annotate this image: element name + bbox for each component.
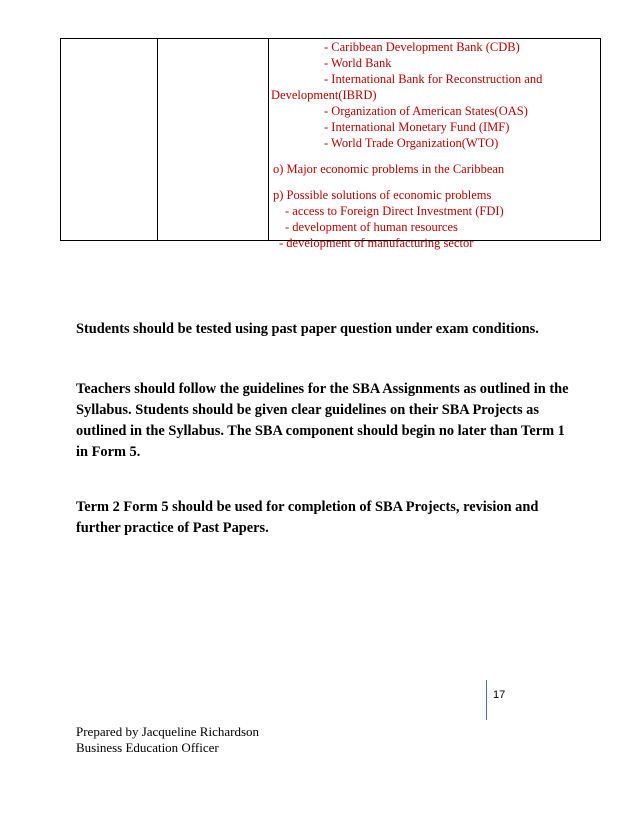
curriculum-table (60, 38, 601, 250)
footer-title: Business Education Officer (76, 740, 219, 755)
table-line: p) Possible solutions of economic problems (273, 188, 492, 202)
paragraph-line: Term 2 Form 5 should be used for completion of SBA Projects, revision and (76, 499, 539, 515)
table-line: - Caribbean Development Bank (CDB) (324, 40, 520, 54)
table-line: - Organization of American States(OAS) (324, 104, 528, 118)
paragraph-line: Syllabus. Students should be given clear guidelines on their SBA Projects as (76, 402, 539, 418)
paragraph-line: Students should be tested using past paper question under exam conditions. (76, 321, 539, 337)
table-content-cell (271, 39, 596, 250)
table-line: Development(IBRD) (271, 88, 377, 102)
table-line: - development of manufacturing sector (279, 236, 474, 250)
page-number-rule (486, 680, 487, 720)
paragraph-term2 (76, 497, 596, 539)
paragraph-line: Teachers should follow the guidelines for the SBA Assignments as outlined in the (76, 381, 569, 397)
page-number: 17 (493, 689, 506, 701)
table-line: - International Bank for Reconstruction and (324, 72, 543, 86)
footer-author: Prepared by Jacqueline Richardson (76, 724, 260, 739)
paragraph-line: further practice of Past Papers. (76, 520, 269, 536)
paragraph-line: in Form 5. (76, 444, 141, 460)
table-line: - access to Foreign Direct Investment (FDI) (285, 204, 504, 218)
table-line: - development of human resources (285, 220, 458, 234)
paragraph-line: outlined in the Syllabus. The SBA component should begin no later than Term 1 (76, 423, 565, 439)
table-column-divider (157, 39, 158, 240)
table-line: o) Major economic problems in the Caribbean (273, 162, 505, 176)
paragraph-testing (76, 319, 596, 340)
table-line: - World Trade Organization(WTO) (324, 136, 499, 150)
table-column-divider (268, 39, 269, 240)
table-line: - World Bank (324, 56, 392, 70)
table-line: - International Monetary Fund (IMF) (324, 120, 510, 134)
footer (76, 724, 259, 756)
paragraph-sba-guidelines (76, 379, 596, 463)
